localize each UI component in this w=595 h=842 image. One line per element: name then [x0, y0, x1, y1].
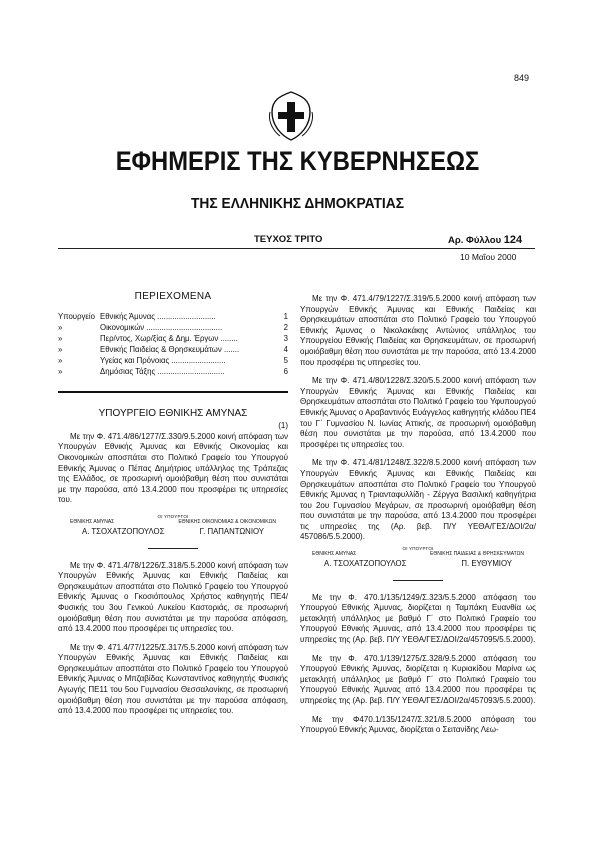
toc-list	[58, 311, 288, 377]
decision-paragraph: Με την Φ. 471.4/81/1248/Σ.322/8.5.2000 κοινή απόφαση των Υπουργών Εθνικής Άμυνας και Εθνικής Παιδείας και Θρησκευμάτων αποσπάται στο Πολιτικό Γραφείο του Υπουργού Εθνικής Άμυνας η Τριανταφυλλίδη - Ζέργγα Βασιλική καθηγήτρια του 2ου Γυμνασίου Μεγάρων, σε προσωρινή ομοιόβαθμη θέση που συνιστάται με την παρούσα, από 13.4.2000 που προσφέρει τις υπηρεσίες της (Αρ. βεβ. Π/Υ ΥΕΘΑ/ΓΕΣ/ΔΟΙ/2α/ 457086/5.5.2000).	[300, 458, 536, 542]
toc-item-prefix: »	[58, 322, 63, 332]
toc-item-prefix: »	[58, 333, 63, 343]
toc-item-label: Περ/ντος, Χωρ/ξίας & Δημ. Έργων ........	[100, 333, 238, 343]
toc-title: ΠΕΡΙΕΧΟΜΕΝΑ	[134, 291, 212, 302]
decision-paragraph: Με την Φ. 471.4/78/1226/Σ.318/5.5.2000 κοινή απόφαση των Υπουργών Εθνικής Άμυνας και Εθνικής Παιδείας και Θρησκευμάτων αποσπάται στο Πολιτικό Γραφείο του Υπουργού Εθνικής Άμυνας ο Γκοσιόπουλος Χρήστος καθηγητής ΠΕ4/Φυσικής του 3ου Γενικού Λυκείου Καστοριάς, σε προσωρινή ομοιόβαθμη θέση που συνιστάται με την παρούσα απόφαση, από 13.4.2000 που προσφέρει τις υπηρεσίες του.	[58, 560, 288, 634]
separator-line	[393, 580, 443, 581]
toc-item	[58, 322, 288, 333]
issue-type: ΤΕΥΧΟΣ ΤΡΙΤΟ	[254, 234, 323, 245]
toc-item-page: 1	[283, 311, 288, 321]
decision-paragraph: Με την Φ. 471.4/80/1228/Σ.320/5.5.2000 κοινή απόφαση των Υπουργών Εθνικής Άμυνας και Εθνικής Παιδείας και Θρησκευμάτων αποσπάται στο Πολιτικό Γραφείο του Υφυπουργού Εθνικής Άμυνας ο Αραβαντινός Ευάγγελος καθηγητής κλάδου ΠΕ4 του Γ΄ Γυμνασίου Ν. Ιωνίας Αττικής, σε προσωρινή ομοιόβαθμη θέση που συνιστάται με την παρούσα, από 13.4.2000 που προσφέρει τις υπηρεσίες του.	[300, 376, 536, 449]
left-column	[58, 292, 288, 725]
toc-item	[58, 355, 288, 366]
toc-item-label: Εθνικής Παιδείας & Θρησκευμάτων .......	[100, 344, 240, 354]
decision-paragraph: Με την Φ. 471.4/86/1277/Σ.330/9.5.2000 κοινή απόφαση των Υπουργών Εθνικής Άμυνας και Εθνικής Οικονομίας και Οικονομικών αποσπάται στο Πολιτικό Γραφείο του Υπουργού Εθνικής Άμυνας ο Πέπας Δημήτριος υπάλληλος της Τράπεζας της Ελλάδος, σε προσωρινή ομοιόβαθμη θέση που συνιστάται με την παρούσα, από 13.4.2000 που προσφέρει τις υπηρεσίες του.	[58, 431, 288, 505]
separator-line	[148, 548, 198, 549]
toc-item-label: Υγείας και Πρόνοιας .........................	[100, 355, 226, 365]
toc-item	[58, 311, 288, 322]
signatory-roles	[300, 551, 536, 557]
signatory-names	[58, 527, 288, 538]
signatory-name-right: Γ. ΠΑΠΑΝΤΩΝΙΟΥ	[199, 526, 264, 536]
signatories-heading: ΟΙ ΥΠΟΥΡΓΟΙ	[402, 546, 434, 552]
toc-item-page: 6	[283, 366, 288, 376]
decision-paragraph: Με την Φ470.1/135/1247/Σ.321/8.5.2000 απόφαση του Υπουργού Εθνικής Άμυνας, διορίζεται ο Σειτανίδης Λεω-	[300, 714, 536, 735]
signatory-role-left: ΕΘΝΙΚΗΣ ΑΜΥΝΑΣ	[312, 551, 357, 558]
sheet-label: Αρ. Φύλλου	[448, 235, 502, 246]
toc-item	[58, 333, 288, 344]
signatory-name-left: Α. ΤΣΟΧΑΤΖΟΠΟΥΛΟΣ	[82, 526, 165, 536]
toc-item-label: Δημόσιας Τάξης ...............................	[100, 366, 225, 376]
toc-item-page: 3	[283, 333, 288, 343]
signatory-names	[300, 559, 536, 570]
toc-item-prefix: »	[58, 344, 63, 354]
right-column	[300, 294, 536, 744]
section-divider	[58, 391, 288, 393]
decision-paragraph: Με την Φ. 471.4/79/1227/Σ.319/5.5.2000 κοινή απόφαση των Υπουργών Εθνικής Άμυνας και Εθνικής Παιδείας και Θρησκευμάτων αποσπάται στο Πολιτικό Γραφείο του Υπουργού Εθνικής Άμυνας ο Νικολακάκης Αντώνιος υπάλληλος του Υπουργείου Εθνικής Παιδείας και Θρησκευμάτων, σε προσωρινή ομοιόβαθμη θέση που συνιστάται με την παρούσα, από 13.4.2000 που προσφέρει τις υπηρεσίες του.	[300, 294, 536, 367]
toc-item	[58, 366, 288, 377]
sheet-number: 124	[503, 234, 523, 246]
toc-item	[58, 344, 288, 355]
signatory-role-right: ΕΘΝΙΚΗΣ ΟΙΚΟΝΟΜΙΑΣ & ΟΙΚΟΝΟΜΙΚΩΝ	[178, 518, 276, 525]
page-number: 849	[514, 73, 530, 83]
gazette-title: ΕΦΗΜΕΡΙΣ ΤΗΣ ΚΥΒΕΡΝΗΣΕΩΣ	[115, 146, 480, 176]
toc-item-prefix: Υπουργείο	[58, 311, 95, 321]
toc-item-label: Εθνικής Άμυνας ...........................	[100, 311, 216, 321]
greek-coat-of-arms-icon	[266, 90, 316, 142]
toc-item-page: 2	[283, 322, 288, 332]
toc-item-page: 5	[283, 355, 288, 365]
toc-item-prefix: »	[58, 355, 63, 365]
signatory-name-right: Π. ΕΥΘΥΜΙΟΥ	[461, 559, 512, 569]
signatory-role-right: ΕΘΝΙΚΗΣ ΠΑΙΔΕΙΑΣ & ΘΡΗΣΚΕΥΜΑΤΩΝ	[430, 551, 524, 558]
toc-item-prefix: »	[58, 366, 63, 376]
section-title: ΥΠΟΥΡΓΕΙΟ ΕΘΝΙΚΗΣ ΑΜΥΝΑΣ	[98, 407, 248, 419]
signatory-roles	[58, 519, 288, 525]
toc-item-page: 4	[283, 344, 288, 354]
signatory-role-left: ΕΘΝΙΚΗΣ ΑΜΥΝΑΣ	[70, 518, 115, 525]
item-number: (1)	[278, 421, 288, 431]
issue-date: 10 Μαΐου 2000	[460, 252, 517, 262]
signatory-name-left: Α. ΤΣΟΧΑΤΖΟΠΟΥΛΟΣ	[324, 559, 407, 569]
sheet-number-line	[448, 234, 522, 246]
decision-paragraph: Με την Φ. 470.1/135/1249/Σ.323/5.5.2000 απόφαση του Υπουργού Εθνικής Άμυνας, διορίζεται η Ταμπάκη Ευανθία ως μετακλητή υπάλληλος με βαθμό Γ΄ στο Πολιτικό Γραφείο του Υπουργού Εθνικής Άμυνας, από 13.4.2000 που προσφέρει τις υπηρεσίες της (Αρ. βεβ. Π/Υ ΥΕΘΑ/ΓΕΣ/ΔΟΙ/2α/457095/5.5.2000).	[300, 592, 536, 645]
signatories-heading: ΟΙ ΥΠΟΥΡΓΟΙ	[157, 513, 189, 519]
decision-paragraph: Με την Φ. 471.4/77/1225/Σ.317/5.5.2000 κοινή απόφαση των Υπουργών Εθνικής Άμυνας και Εθνικής Παιδείας και Θρησκευμάτων αποσπάται στο Πολιτικό Γραφείο του Υπουργού Εθνικής Άμυνας ο Μπζαβίδας Κωνσταντίνος καθηγητής Φυσικής Αγωγής ΠΕ11 του 5ου Γυμνασίου Θεσσαλονίκης, σε προσωρινή ομοιόβαθμη θέση που συνιστάται με την παρούσα απόφαση, από 13.4.2000 που προσφέρει τις υπηρεσίες του.	[58, 642, 288, 716]
gazette-subtitle: ΤΗΣ ΕΛΛΗΝΙΚΗΣ ΔΗΜΟΚΡΑΤΙΑΣ	[190, 195, 405, 212]
decision-paragraph: Με την Φ. 470.1/139/1275/Σ.328/9.5.2000 απόφαση του Υπουργού Εθνικής Άμυνας, διορίζεται η Κυριακίδου Μαρίνα ως μετακλητή υπάλληλος με βαθμό Γ΄ στο Πολιτικό Γραφείο του Υπουργού Εθνικής Άμυνας από 13.4.2000 που προσφέρει τις υπηρεσίες της (Αρ. βεβ. Π/Υ ΥΕΘΑ/ΓΕΣ/ΔΟΙ/2α/457093/5.5.2000).	[300, 653, 536, 705]
header-rule	[58, 248, 535, 249]
toc-item-label: Οικονομικών ...................................	[100, 322, 223, 332]
